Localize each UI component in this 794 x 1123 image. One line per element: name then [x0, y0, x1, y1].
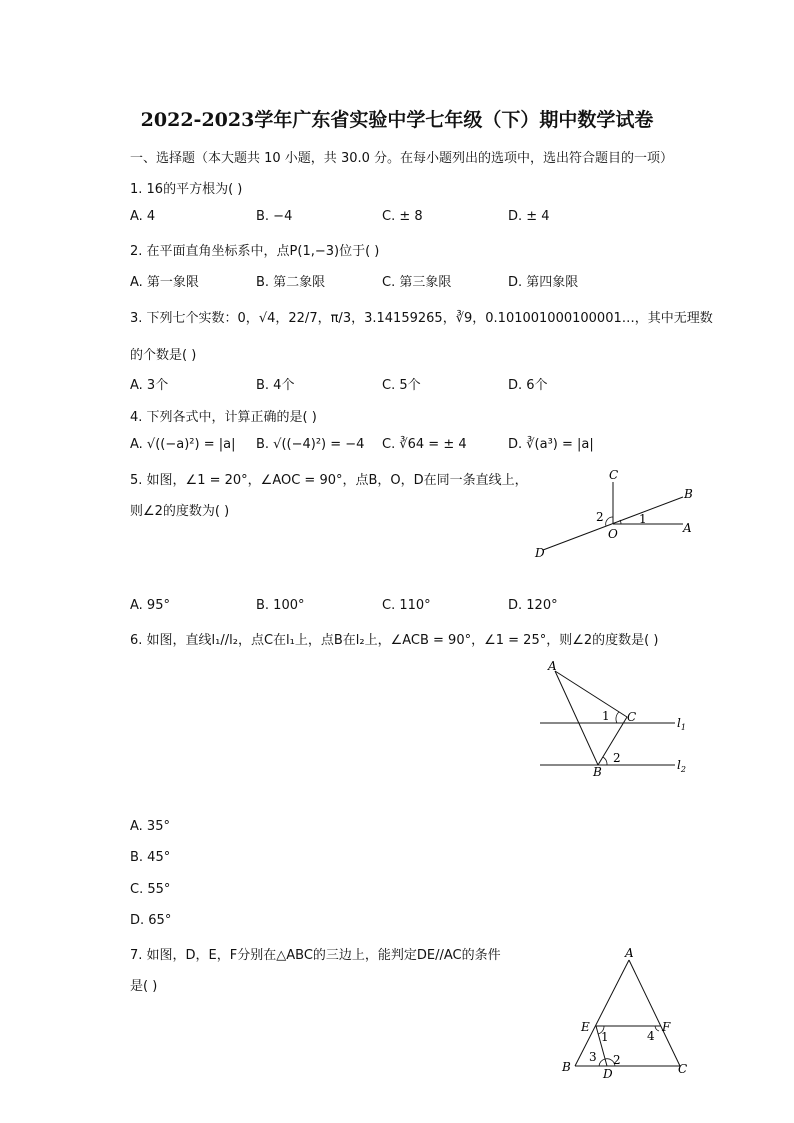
question-4: 4. 下列各式中，计算正确的是( )	[130, 410, 317, 425]
q2-option-c: C. 第三象限	[382, 275, 452, 290]
label-angle-2: 2	[596, 510, 604, 524]
question-5: 5. 如图，∠1 = 20°，∠AOC = 90°，点B，O，D在同一条直线上，	[130, 473, 528, 488]
q1-option-c: C. ± 8	[382, 209, 423, 224]
label-e: E	[581, 1020, 590, 1034]
q1-option-a: A. 4	[130, 209, 156, 224]
exam-title: 2022-2023学年广东省实验中学七年级（下）期中数学试卷	[140, 109, 654, 131]
label-d: D	[535, 546, 545, 560]
label-angle-1: 1	[602, 709, 610, 723]
side-ab	[575, 960, 629, 1066]
q1-option-b: B. −4	[256, 209, 293, 224]
q4-option-c: C. ∛64 = ± 4	[382, 437, 467, 452]
label-d: D	[603, 1067, 613, 1081]
q3-item-1: √4	[258, 311, 276, 326]
label-b: B	[562, 1060, 571, 1074]
label-angle-1: 1	[639, 512, 647, 526]
q6-option-d: D. 65°	[130, 913, 172, 928]
label-c: C	[609, 468, 619, 482]
label-b: B	[684, 487, 693, 501]
q5-option-a: A. 95°	[130, 598, 170, 613]
question-5-line2: 则∠2的度数为( )	[130, 504, 230, 519]
label-o: O	[608, 527, 618, 541]
q3-suffix: ，其中无理数	[634, 311, 713, 326]
q3-option-c: C. 5个	[382, 378, 421, 393]
label-b: B	[593, 765, 602, 779]
q6-option-a: A. 35°	[130, 819, 170, 834]
question-3: 3. 下列七个实数：0，√4，22/7，π/3，3.14159265，∛9，0.101001000100001…，其中无理数	[130, 311, 713, 326]
q1-option-d: D. ± 4	[508, 209, 550, 224]
q7-figure	[555, 942, 700, 1082]
q6-figure	[530, 655, 705, 785]
q3-item-4: 3.14159265	[364, 311, 443, 326]
q3-option-a: A. 3个	[130, 378, 169, 393]
question-6: 6. 如图，直线l₁//l₂，点C在l₁上，点B在l₂上，∠ACB = 90°，∠1 = 25°，则∠2的度数是( )	[130, 633, 659, 648]
side-ac	[629, 960, 680, 1066]
q3-item-5: ∛9	[455, 311, 473, 326]
label-c: C	[627, 710, 637, 724]
label-angle-3: 3	[589, 1050, 597, 1064]
q3-item-3: π/3	[330, 311, 352, 326]
q5-option-d: D. 120°	[508, 598, 558, 613]
label-angle-1: 1	[601, 1030, 609, 1044]
q4-option-a: A. √((−a)²) = |a|	[130, 437, 236, 452]
q3-item-6: 0.101001000100001…	[485, 311, 635, 326]
question-2: 2. 在平面直角坐标系中，点P(1,−3)位于( )	[130, 244, 380, 259]
label-angle-2: 2	[613, 1053, 621, 1067]
q5-figure	[525, 462, 705, 562]
q3-option-d: D. 6个	[508, 378, 548, 393]
angle-3-arc	[599, 1059, 605, 1066]
angle-4-arc	[655, 1026, 659, 1031]
angle-2-arc	[603, 757, 607, 765]
question-7: 7. 如图，D，E，F分别在△ABC的三边上，能判定DE//AC的条件	[130, 948, 501, 963]
q4-option-d: D. ∛(a³) = |a|	[508, 437, 594, 452]
q2-option-a: A. 第一象限	[130, 275, 199, 290]
q2-option-b: B. 第二象限	[256, 275, 326, 290]
q6-option-c: C. 55°	[130, 882, 171, 897]
label-l1: $l_1$	[677, 716, 686, 732]
question-1: 1. 16的平方根为( )	[130, 182, 243, 197]
q4-option-b: B. √((−4)²) = −4	[256, 437, 365, 452]
question-7-line2: 是( )	[130, 979, 158, 994]
label-a: A	[683, 521, 692, 535]
q3-item-2: 22/7	[288, 311, 318, 326]
label-c: C	[678, 1062, 688, 1076]
q3-option-b: B. 4个	[256, 378, 295, 393]
q5-option-b: B. 100°	[256, 598, 305, 613]
label-f: F	[662, 1020, 671, 1034]
question-3-line2: 的个数是( )	[130, 348, 197, 363]
label-a: A	[548, 659, 557, 673]
q6-option-b: B. 45°	[130, 850, 171, 865]
label-angle-4: 4	[647, 1029, 655, 1043]
section-header: 一、选择题（本大题共 10 小题，共 30.0 分。在每小题列出的选项中，选出符合题目的一项）	[130, 151, 674, 166]
label-angle-2: 2	[613, 751, 621, 765]
label-l2: $l_2$	[677, 758, 686, 774]
q2-option-d: D. 第四象限	[508, 275, 579, 290]
label-a: A	[625, 946, 634, 960]
q5-option-c: C. 110°	[382, 598, 431, 613]
angle-1-arc	[616, 712, 619, 723]
q3-prefix: 3. 下列七个实数：0，	[130, 311, 259, 326]
